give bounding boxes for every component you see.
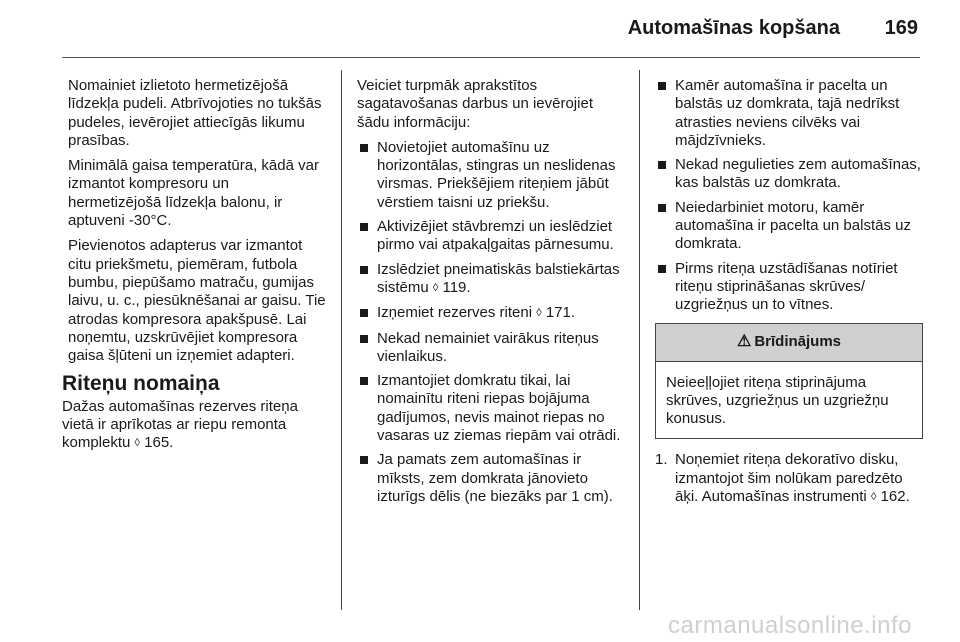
bullet-list <box>655 77 923 315</box>
section-paragraph: Dažas automašīnas rezerves riteņa vietā ir aprīkotas ar riepu remonta komplektu ◊ 165. <box>62 397 298 452</box>
reference-arrow-icon: ◊ <box>432 281 439 294</box>
square-bullet-icon <box>360 335 368 343</box>
column-2 <box>357 77 629 512</box>
list-item: Izmantojiet domkratu tikai, lai nomainītu riteni riepas bojājuma gadījumos, nevis mainot riepas no vasaras uz ziemas riepām vai otrādi. <box>357 372 629 445</box>
page-header <box>0 0 960 58</box>
page-reference[interactable]: 171. <box>545 304 576 322</box>
square-bullet-icon <box>658 82 666 90</box>
watermark: carmanualsonline.info <box>668 612 912 639</box>
list-item: Kamēr automašīna ir pacelta un balstās uz domkrata, tajā nedrīkst atrasties neviens cilvēks vai mājdzīvnieks. <box>655 77 923 150</box>
page-number: 169 <box>884 17 918 39</box>
header-divider <box>62 57 920 58</box>
list-item: Neiedarbiniet motoru, kamēr automašīna ir pacelta un balstās uz domkrata. <box>655 199 923 254</box>
list-item: Aktivizējiet stāvbremzi un ieslēdziet pirmo vai atpakaļgaitas pārnesumu. <box>357 218 629 255</box>
page-reference[interactable]: 119. <box>442 278 471 296</box>
column-divider-2 <box>639 70 640 610</box>
section-heading: Riteņu nomaiņa <box>62 372 220 396</box>
reference-arrow-icon: ◊ <box>134 437 140 450</box>
square-bullet-icon <box>658 265 666 273</box>
square-bullet-icon <box>360 309 368 317</box>
paragraph: Minimālā gaisa temperatūra, kādā var izmantot kompresoru un hermetizējošā līdzekļa balonu, ir aptuveni -30°C. <box>68 157 319 230</box>
column-divider-1 <box>341 70 342 610</box>
bullet-list <box>357 139 629 506</box>
warning-header <box>656 324 922 362</box>
paragraph: Nomainiet izlietoto hermetizējošā līdzekļa pudeli. Atbrīvojoties no tukšās pudeles, ievērojiet attiecīgās likumu prasības. <box>68 77 322 149</box>
step-item: 1. Noņemiet riteņa dekoratīvo disku, izmantojot šim nolūkam paredzēto āķi. Automašīnas instrumenti ◊ 162. <box>655 451 910 506</box>
list-item: Izslēdziet pneimatiskās balstiekārtas sistēmu ◊ 119. <box>357 261 629 299</box>
reference-arrow-icon: ◊ <box>536 307 542 320</box>
header-title: Automašīnas kopšana <box>627 17 840 39</box>
list-item: Nekad nemainiet vairākus riteņus vienlaikus. <box>357 330 629 367</box>
warning-triangle-icon: ⚠ <box>736 332 752 350</box>
intro-paragraph: Veiciet turpmāk aprakstītos sagatavošanas darbus un ievērojiet šādu informāciju: <box>357 77 593 131</box>
paragraph: Pievienotos adapterus var izmantot citu priekšmetu, piemēram, futbola bumbu, piepūšamo matraču, gumijas laivu, u. c., piesūknēšanai ar gaisu. Tie atrodas kompresora apakšpusē. Lai noņemtu, uzskrūvējiet kompresora gaisa šļūteni un izņemiet adapteri. <box>68 237 326 365</box>
square-bullet-icon <box>360 144 368 152</box>
reference-arrow-icon: ◊ <box>870 491 877 504</box>
page-reference[interactable]: 162. <box>880 488 910 506</box>
square-bullet-icon <box>658 204 666 212</box>
column-3 <box>655 77 923 507</box>
warning-text: Neieeļļojiet riteņa stiprinājuma skrūves, uzgriežņus un uzgriežņu konusus. <box>666 373 889 428</box>
square-bullet-icon <box>360 456 368 464</box>
column-1 <box>62 77 326 461</box>
list-item: Izņemiet rezerves riteni ◊ 171. <box>357 304 629 323</box>
square-bullet-icon <box>360 377 368 385</box>
warning-title: Brīdinājums <box>754 332 842 350</box>
warning-box <box>655 323 923 440</box>
square-bullet-icon <box>360 266 368 274</box>
list-item: Nekad negulieties zem automašīnas, kas balstās uz domkrata. <box>655 156 923 193</box>
list-item: Novietojiet automašīnu uz horizontālas, stingras un neslidenas virsmas. Priekšējiem riteņiem jābūt vērstiem taisni uz priekšu. <box>357 139 629 212</box>
list-item: Pirms riteņa uzstādīšanas notīriet riteņu stiprināšanas skrūves/ uzgriežņus un to vītnes. <box>655 260 923 315</box>
step-number: 1. <box>655 451 668 469</box>
square-bullet-icon <box>658 161 666 169</box>
page-reference[interactable]: 165. <box>144 434 174 452</box>
numbered-steps <box>655 451 923 507</box>
list-item: Ja pamats zem automašīnas ir mīksts, zem domkrata jānovieto izturīgs dēlis (ne biezāks par 1 cm). <box>357 451 629 506</box>
square-bullet-icon <box>360 223 368 231</box>
